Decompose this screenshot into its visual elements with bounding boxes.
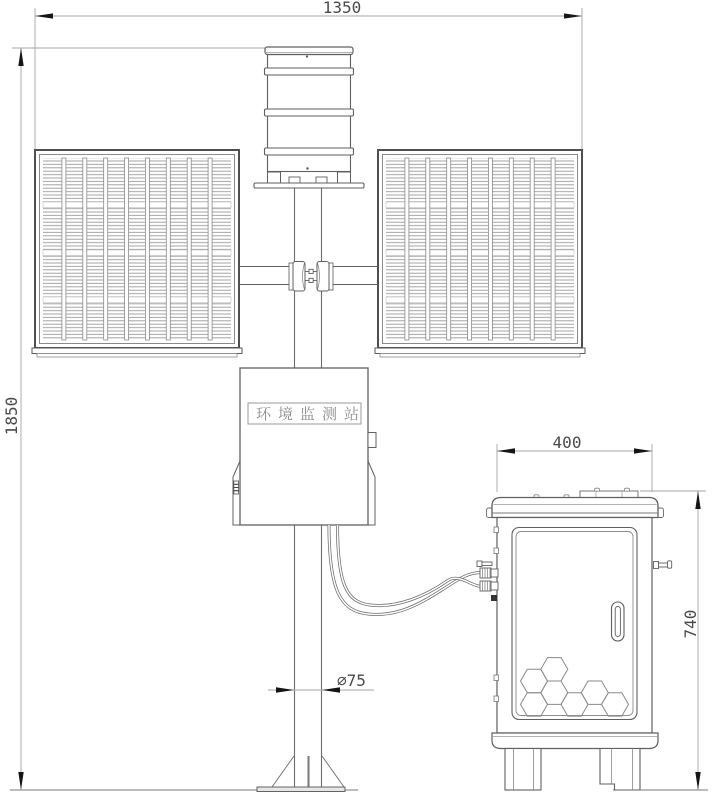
panel-mount-bracket — [239, 262, 378, 292]
cabinet-side-rod — [654, 561, 672, 569]
cabinet-legs — [505, 749, 640, 791]
sensor-band — [265, 68, 354, 75]
solar-panel-right — [375, 150, 585, 357]
dim-cabinet-width-text: 400 — [552, 433, 582, 452]
control-box-side-tab — [368, 433, 376, 448]
control-box-right-wing — [368, 461, 375, 525]
antenna-rod — [482, 562, 492, 566]
solar-panel-left — [32, 150, 242, 357]
cabinet-top-cap — [492, 498, 658, 518]
dim-cabinet-height-text: 740 — [681, 609, 700, 639]
control-box-body — [240, 368, 368, 525]
cabinet-plinth — [492, 733, 658, 749]
cable-bundle — [329, 525, 482, 614]
cable-gland-2 — [480, 581, 498, 591]
sensor-top-dot — [306, 55, 308, 57]
dim-pole-diameter-text: ∅75 — [337, 671, 366, 690]
equipment-cabinet — [487, 488, 672, 790]
dim-overall-width-text: 1350 — [322, 0, 362, 17]
control-box — [233, 368, 376, 525]
sensor-unit — [254, 47, 364, 188]
side-port — [491, 595, 497, 601]
cable-gland-1 — [480, 568, 498, 578]
dim-overall-height-text: 1850 — [2, 396, 21, 436]
antenna-cap — [477, 561, 482, 567]
pole-base — [257, 756, 345, 792]
sensor-band — [265, 148, 354, 155]
cabinet-top-step — [580, 488, 638, 497]
dimension-cabinet-width — [497, 433, 652, 492]
station-label-text: 环境监测站 — [256, 405, 367, 423]
clamp-bolts — [305, 269, 317, 282]
sensor-base-plate — [254, 183, 364, 188]
sensor-band — [265, 109, 354, 116]
cabinet-connectors — [477, 561, 498, 601]
door-handle — [612, 602, 625, 641]
wing-vent — [234, 481, 239, 494]
